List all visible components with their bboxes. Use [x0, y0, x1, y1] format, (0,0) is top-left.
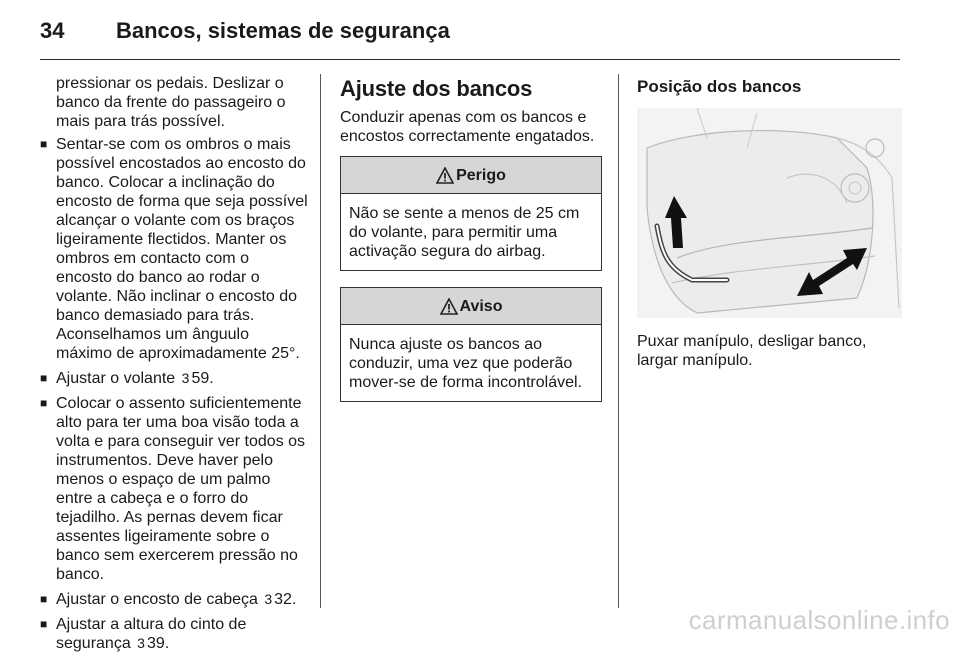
- list-item-text: Sentar-se com os ombros o mais possível encostados ao encosto do banco. Colocar a inclinação do encosto de forma que seja possível alcançar o volante com os braços ligeiramente flectidos. Manter os ombros em contacto com o encosto do banco ao rodar o volante. Não inclinar o encosto do banco demasiado para trás.: [56, 136, 308, 324]
- column-divider: [320, 74, 321, 608]
- page-reference-icon: 3: [137, 635, 145, 651]
- page-title: Bancos, sistemas de segurança: [116, 18, 450, 43]
- page-reference-icon: 3: [181, 370, 190, 386]
- danger-title: Perigo: [456, 166, 506, 184]
- bullet-icon: ■: [40, 137, 48, 151]
- caution-box-header: [341, 288, 601, 325]
- warning-triangle-icon: [436, 167, 454, 184]
- page-reference[interactable]: 39.: [146, 635, 170, 652]
- page-reference[interactable]: 59.: [191, 370, 214, 387]
- right-column: [637, 74, 902, 386]
- figure-caption: Puxar manípulo, desligar banco, largar manípulo.: [637, 333, 867, 369]
- section-intro: Conduzir apenas com os bancos e encostos correctamente engatados.: [340, 109, 595, 145]
- list-item-text: Ajustar o encosto de cabeça: [56, 591, 258, 608]
- caution-box: [340, 287, 602, 402]
- seat-illustration-drawing: [637, 108, 902, 318]
- danger-box-header: [341, 157, 601, 194]
- list-item: [38, 135, 308, 363]
- bullet-icon: ■: [40, 617, 48, 631]
- page-reference-icon: 3: [264, 591, 273, 607]
- bullet-icon: ■: [40, 592, 48, 606]
- seat-adjustment-illustration: [637, 108, 902, 318]
- page-header: [0, 0, 960, 60]
- subsection-heading: Posição dos bancos: [637, 77, 802, 96]
- section-heading: Ajuste dos bancos: [340, 76, 533, 101]
- danger-text: Não se sente a menos de 25 cm do volante, para permitir uma activação segura do airbag.: [349, 205, 580, 260]
- list-item: [38, 369, 308, 388]
- list-item-note: Aconselhamos um ânguulo máximo de aproximadamente 25°.: [56, 326, 300, 362]
- page-reference[interactable]: 32.: [274, 591, 297, 608]
- middle-column: [340, 74, 602, 418]
- list-item-text: Ajustar a altura do cinto de segurança: [56, 616, 247, 652]
- bullet-icon: ■: [40, 396, 48, 410]
- column-divider: [618, 74, 619, 608]
- instruction-list: [38, 135, 308, 653]
- header-divider: [40, 59, 900, 60]
- list-item-text: Ajustar o volante: [56, 370, 176, 387]
- list-item-text: Colocar o assento suficientemente alto para ter uma boa visão toda a volta e para conseguir ver todos os instrumentos. Deve haver pelo menos o espaço de um palmo entre a cabeça e o forro do tejadilho. As pernas devem ficar assentes ligeiramente sobre o banco sem exercerem pressão no banco.: [56, 395, 306, 583]
- page-number: 34: [40, 18, 65, 43]
- list-item: [38, 590, 308, 609]
- list-item: [38, 394, 308, 584]
- caution-title: Aviso: [459, 297, 503, 315]
- list-item: [38, 615, 308, 653]
- bullet-icon: ■: [40, 371, 48, 385]
- left-column: [38, 74, 308, 659]
- warning-triangle-icon: [440, 298, 458, 315]
- caution-text: Nunca ajuste os bancos ao conduzir, uma vez que poderão mover-se de forma incontrolável.: [349, 336, 582, 391]
- continuation-paragraph: pressionar os pedais. Deslizar o banco da frente do passageiro o mais para trás possível.: [56, 75, 286, 130]
- watermark: carmanualsonline.info: [688, 605, 950, 635]
- danger-box: [340, 156, 602, 271]
